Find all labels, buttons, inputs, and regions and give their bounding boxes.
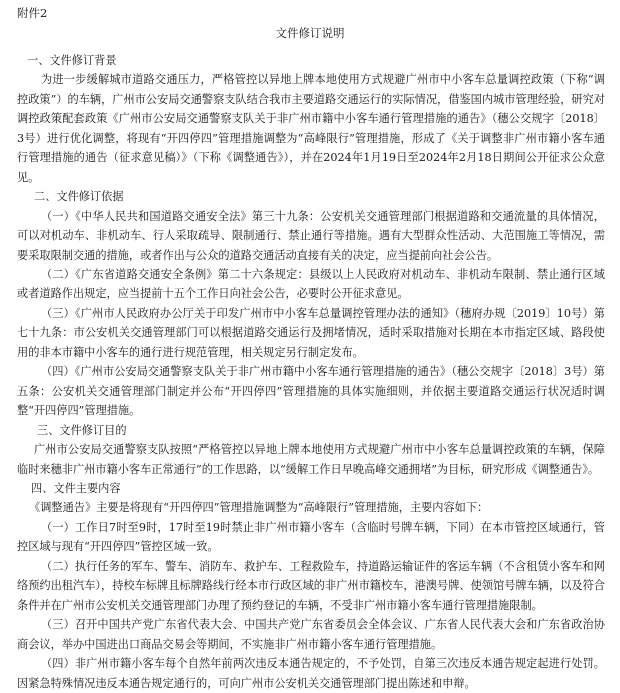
paragraph-basis-2: （二）《广东省道路交通安全条例》第二十六条规定：县级以上人民政府对机动车、非机动车限制、禁止通行区域或者道路作出规定，应当提前十五个工作日向社会公告，必要时公开征求意见。 (17, 267, 605, 301)
document-body (17, 51, 605, 693)
attachment-label: 附件2 (17, 6, 48, 20)
paragraph-content-1: （一）工作日7时至9时，17时至19时禁止非广州市籍小客车（含临时号牌车辆，下同）在本市管控区域通行，管控区域与现有“开四停四”管控区域一致。 (17, 520, 605, 554)
paragraph-content-2: （二）执行任务的军车、警车、消防车、救护车、工程救险车，持道路运输证件的客运车辆（不含租赁小客车和网络预约出租汽车），持校车标牌且标牌路线行经本市行政区域的非广州市籍校车，港澳号牌、使领馆号牌车辆，以及符合条件并在广州市公安机关交通管理部门办理了预约登记的车辆，不受非广州市籍小客车通行管理措施限制。 (17, 559, 605, 612)
paragraph-background: 为进一步缓解城市道路交通压力，严格管控以异地上牌本地使用方式规避广州市中小客车总量调控政策（下称“调控政策”）的车辆，广州市公安局交通警察支队结合我市主要道路交通运行的实际情况，借鉴国内城市管理经验，研究对调控政策配套政策《广州市公安局交通警察支队关于非广州市籍中小客车通行管理措施的通告》（穗公交规字〔2018〕3号）进行优化调整，将现有“开四停四”管理措施调整为“高峰限行”管理措施，形成了《关于调整非广州市籍小客车通行管理措施的通告（征求意见稿）》（下称《调整通告》），并在2024年1月19日至2024年2月18日期间公开征求公众意见。 (17, 73, 605, 184)
paragraph-basis-3: （三）《广州市人民政府办公厅关于印发广州市中小客车总量调控管理办法的通知》（穗府办规〔2019〕10号）第七十九条：市公安机关交通管理部门可以根据道路交通运行及拥堵情况，适时采取措施对长期在本市指定区域、路段使用的非本市籍中小客车的通行进行规范管理，相关规定另行制定发布。 (17, 306, 605, 359)
section-heading-purpose: 三、文件修订目的 (37, 423, 127, 437)
document-title: 文件修订说明 (275, 26, 345, 40)
paragraph-content-4: （四）非广州市籍小客车每个自然年前两次违反本通告规定的，不予处罚，自第三次违反本通告规定起进行处罚。因紧急特殊情况违反本通告规定通行的，可向广州市公安机关交通管理部门提出陈述和申辩。 (17, 657, 605, 690)
paragraph-basis-4: （四）《广州市公安局交通警察支队关于非广州市籍中小客车通行管理措施的通告》（穗公交规字〔2018〕3号）第五条：公安机关交通管理部门制定并公布“开四停四”管理措施的具体实施细则，并依据主要道路交通运行状况适时调整“开四停四”管理措施。 (17, 365, 605, 418)
paragraph-content-3: （三）召开中国共产党广东省代表大会、中国共产党广东省委员会全体会议、广东省人民代表大会和广东省政治协商会议，举办中国进出口商品交易会等期间，不实施非广州市籍小客车通行管理措施。 (17, 618, 605, 651)
paragraph-content-intro: 《调整通告》主要是将现有“开四停四”管理措施调整为“高峰限行”管理措施，主要内容如下： (29, 501, 489, 515)
section-heading-content: 四、文件主要内容 (31, 481, 121, 495)
paragraph-purpose: 广州市公安局交通警察支队按照“严格管控以异地上牌本地使用方式规避广州市中小客车总量调控政策的车辆，保障临时来穗非广州市籍小客车正常通行”的工作思路，以“缓解工作日早晚高峰交通拥堵”为目标，研究形成《调整通告》。 (17, 443, 605, 476)
section-heading-basis: 二、文件修订依据 (34, 190, 124, 204)
section-heading-background: 一、文件修订背景 (27, 54, 117, 67)
paragraph-basis-1: （一）《中华人民共和国道路交通安全法》第三十九条：公安机关交通管理部门根据道路和交通流量的具体情况，可以对机动车、非机动车、行人采取疏导、限制通行、禁止通行等措施。遇有大型群众性活动、大范围施工等情况，需要采取限制交通的措施，或者作出与公众的道路交通活动直接有关的决定，应当提前向社会公告。 (17, 209, 605, 262)
